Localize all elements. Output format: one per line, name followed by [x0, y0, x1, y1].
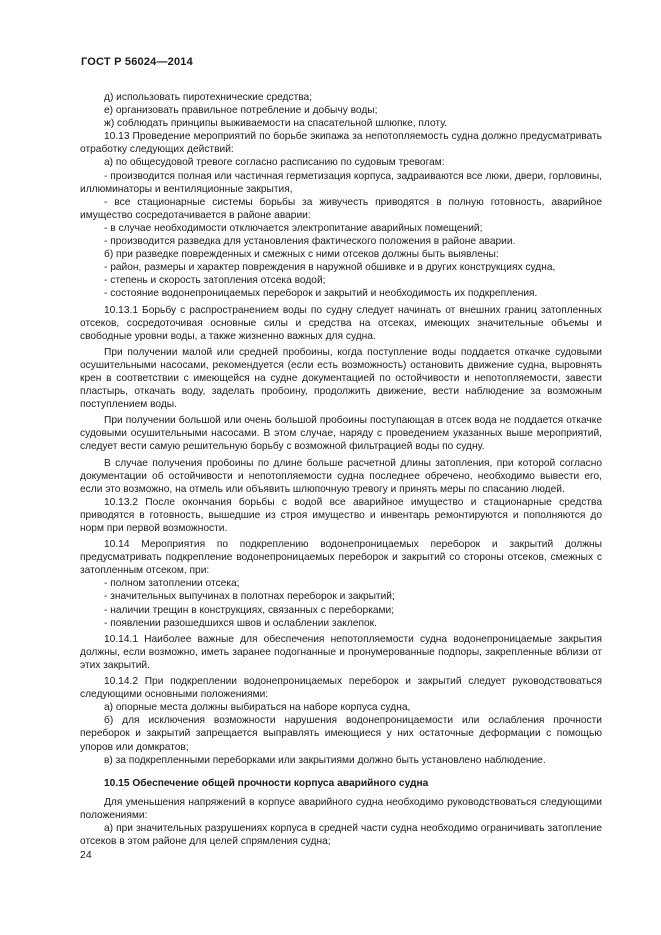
clause-10-14-1: 10.14.1 Наиболее важные для обеспечения непотопляемости судна водонепроницаемые закрытия должны, если возможно, иметь заранее подогнанные и пронумерованные подпоры, закрепленные вблизи от этих закрытий. [80, 633, 602, 671]
clause-10-13-2: 10.13.2 После окончания борьбы с водой все аварийное имущество и стационарные средства приводятся в готовность, вышедшие из строя имущество и инвентарь ремонтируются и пополняются до норм при первой возможности. [80, 496, 602, 534]
section-10-15-intro: Для уменьшения напряжений в корпусе аварийного судна необходимо руководствоваться следующими положениями: [80, 796, 602, 821]
clause-10-13-a: а) по общесудовой тревоге согласно расписанию по судовым тревогам: [104, 157, 445, 169]
list-item-d: д) использовать пиротехнические средства; [104, 92, 313, 103]
dash-item-bulging: - значительных выпучинах в полотнах переборок и закрытий; [104, 591, 395, 603]
dash-item-seams: - появлении разошедшихся швов и ослаблении заклепок. [104, 617, 377, 629]
dash-item-damage: - район, размеры и характер повреждения в наружной обшивке и в других конструкциях судна, [104, 262, 556, 274]
document-header: ГОСТ Р 56024—2014 [81, 56, 193, 68]
dash-item-power: - в случае необходимости отключается электропитание аварийных помещений; [104, 222, 483, 234]
paragraph-large-hole: При получении большой или очень большой пробоины поступающая в отсек вода не поддается откачке судовыми осушительными насосами. В этом случае, наряду с проведением указанных выше мероприятий, следует вести самую решительную борьбу с возможной фильтрацией воды по судну. [80, 415, 602, 453]
clause-10-13-b: б) при разведке поврежденных и смежных с ними отсеков должны быть выявлены: [104, 249, 499, 261]
clause-10-14-2-v: в) за подкрепленными переборками или закрытиями должно быть установлено наблюдение. [104, 754, 546, 766]
clause-10-14-2-a: а) опорные места должны выбираться на наборе корпуса судна, [104, 702, 411, 714]
clause-10-14-2: 10.14.2 При подкреплении водонепроницаемых переборок и закрытий следует руководствоваться следующими основными положениями: [80, 676, 602, 701]
dash-item-cracks: - наличии трещин в конструкциях, связанных с переборками; [104, 604, 395, 616]
dash-item-full-flooding: - полном затоплении отсека; [104, 578, 240, 590]
section-title-10-15: 10.15 Обеспечение общей прочности корпуса аварийного судна [104, 777, 429, 789]
dash-item-flooding: - степень и скорость затопления отсека водой; [104, 275, 326, 287]
paragraph-small-hole: При получении малой или средней пробоины, когда поступление воды поддается откачке судовыми осушительными насосами, рекомендуется (если есть возможность) остановить движение судна, выровнять крен в соответствии с имеющейся на судне документацией по остойчивости и непотопляемости, завести пластырь, откачать воду, заделать пробоину, продолжить движение, вести наблюдение за возможным поступлением воды. [80, 346, 602, 411]
clause-10-13-1: 10.13.1 Борьбу с распространением воды по судну следует начинать от внешних границ затопленных отсеков, сосредоточивая основные силы и средства на отсеках, имеющих значительные объемы и свободные уровни воды, а также жизненно важных для судна. [80, 304, 602, 342]
dash-item-recon: - производится разведка для установления фактического положения в районе аварии. [104, 236, 516, 248]
clause-10-13: 10.13 Проведение мероприятий по борьбе экипажа за непотопляемость судна должно предусматривать отработку следующих действий: [80, 131, 602, 156]
clause-10-14-2-b: б) для исключения возможности нарушения водонепроницаемости или ослабления прочности переборок и закрытий запрещается выправлять имеющиеся у них остаточные деформации с помощью упоров или домкратов; [80, 715, 602, 753]
paragraph-long-hole: В случае получения пробоины по длине больше расчетной длины затопления, при которой согласно документации об остойчивости и непотопляемости судна последнее обречено, необходимо вывести его, если это возможно, на отмель или объявить шлюпочную тревогу и принять меры по спасанию людей. [80, 457, 602, 495]
dash-item-systems: - все стационарные системы борьбы за живучесть приводятся в полную готовность, аварийное имущество сосредотачивается в районе аварии: [80, 196, 602, 221]
clause-10-14: 10.14 Мероприятия по подкреплению водонепроницаемых переборок и закрытий должны предусматривать подкрепление водонепроницаемых переборок и закрытий со стороны отсеков, смежных с затопленным отсеком, при: [80, 539, 602, 577]
section-10-15-a: а) при значительных разрушениях корпуса в средней части судна необходимо ограничивать затопление отсеков в этом районе для целей спрямления судна; [80, 822, 602, 848]
list-item-zh: ж) соблюдать принципы выживаемости на спасательной шлюпке, плоту. [104, 118, 448, 130]
dash-item-bulkheads: - состояние водонепроницаемых переборок и закрытий и необходимость их подкрепления. [104, 288, 538, 300]
list-item-e: е) организовать правильное потребление и добычу воды; [104, 105, 378, 117]
document-body [80, 91, 602, 848]
dash-item-sealing: - производится полная или частичная герметизация корпуса, задраиваются все люки, двери, горловины, иллюминаторы и вентиляционные закрытия, [80, 170, 602, 195]
page-number: 24 [80, 849, 92, 861]
